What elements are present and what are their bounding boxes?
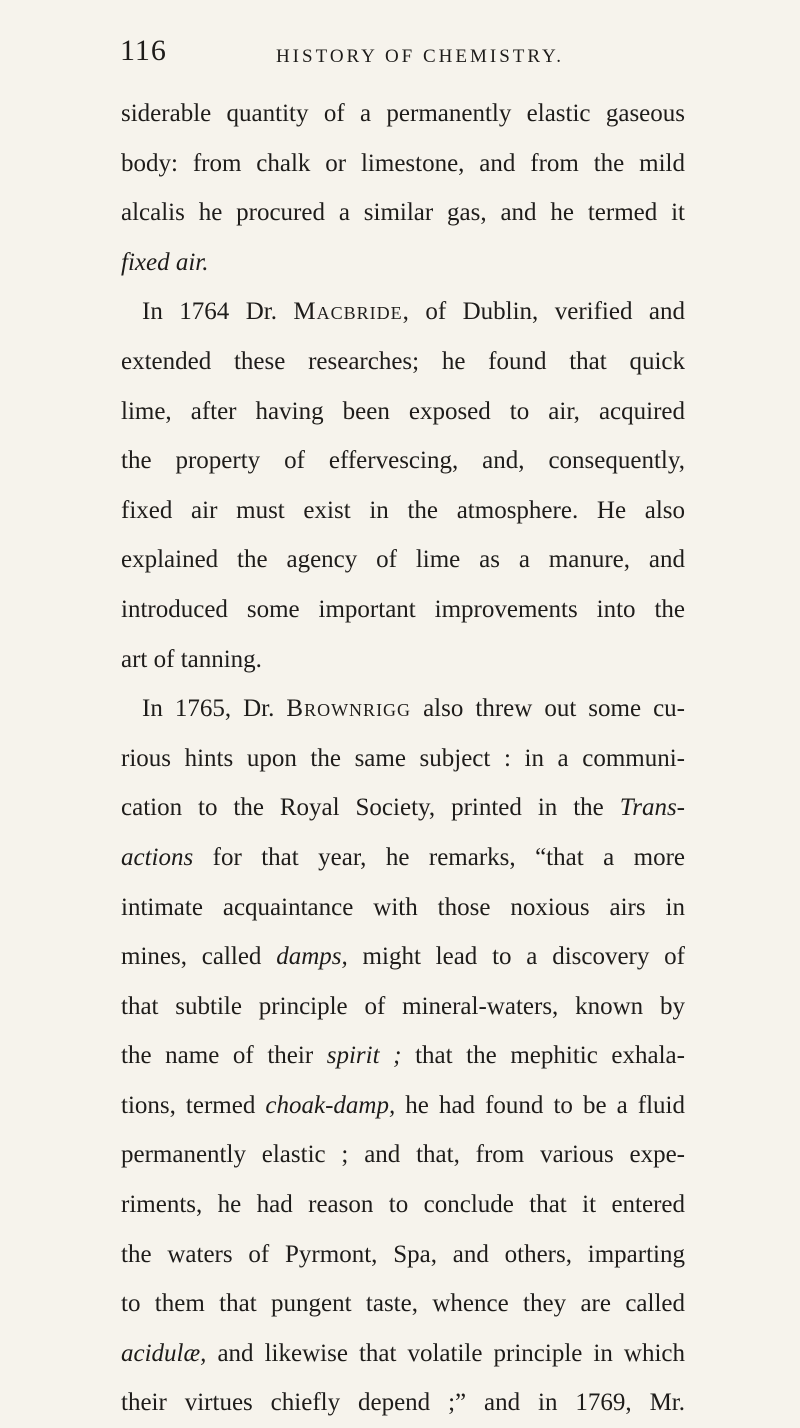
italic-term: damps, (276, 943, 348, 971)
text-line: rious hints upon the same subject : in a communi- (121, 744, 685, 772)
italic-term: acidulæ, (121, 1339, 207, 1367)
text-span: he had found to be a fluid (395, 1091, 686, 1119)
text-line: intimate acquaintance with those noxious airs in (121, 893, 685, 921)
text-line (121, 238, 685, 288)
text-line (121, 833, 685, 883)
page-number: 116 (120, 34, 167, 67)
text-line (121, 1329, 685, 1379)
text-line: the property of effervescing, and, consequently, (121, 447, 685, 475)
text-line: lime, after having been exposed to air, acquired (121, 397, 685, 425)
text-span: for that year, he remarks, “that a more (193, 843, 685, 871)
text-span: In 1765, Dr. (142, 695, 287, 723)
text-line: to them that pungent taste, whence they are called (121, 1290, 685, 1318)
text-line: the waters of Pyrmont, Spa, and others, imparting (121, 1240, 685, 1268)
text-line: that subtile principle of mineral-waters, known by (121, 992, 685, 1020)
text-line (121, 684, 685, 734)
text-span: In 1764 Dr. (142, 298, 294, 326)
text-span: the name of their (121, 1042, 327, 1070)
person-name: Brownrigg (286, 695, 412, 723)
text-line: introduced some important improvements into the (121, 595, 685, 623)
page-header (120, 34, 680, 74)
text-line: siderable quantity of a permanently elastic gaseous (121, 100, 685, 127)
text-line: alcalis he procured a similar gas, and he termed it (121, 199, 685, 227)
text-line: body: from chalk or limestone, and from the mild (121, 149, 685, 177)
italic-term: actions (121, 843, 194, 871)
running-head: HISTORY OF CHEMISTRY. (275, 46, 565, 67)
text-span: , of Dublin, verified and (402, 298, 686, 326)
person-name: Macbride (293, 298, 403, 326)
text-line: art of tanning. (121, 645, 262, 673)
text-line: permanently elastic ; and that, from various expe- (121, 1141, 685, 1169)
italic-term: spirit ; (326, 1042, 402, 1070)
text-span: cation to the Royal Society, printed in the (121, 794, 620, 822)
text-line (121, 1031, 685, 1081)
italic-term: fixed air. (121, 248, 209, 276)
text-line: their virtues chiefly depend ;” and in 1769, Mr. (121, 1389, 685, 1417)
text-span: also threw out some cu- (411, 695, 685, 723)
text-span: mines, called (121, 943, 277, 971)
text-line: riments, he had reason to conclude that it entered (121, 1191, 685, 1219)
italic-term: Trans- (619, 794, 685, 822)
text-span: might lead to a discovery of (347, 943, 685, 971)
text-line (121, 932, 685, 982)
text-span: tions, termed (121, 1091, 266, 1119)
text-line: extended these researches; he found that quick (121, 347, 685, 375)
italic-term: choak-damp, (265, 1091, 396, 1119)
text-span: and likewise that volatile principle in which (206, 1339, 685, 1367)
text-line (121, 287, 685, 337)
text-span: that the mephitic exhala- (401, 1042, 685, 1070)
text-line (121, 1081, 685, 1131)
text-line (121, 783, 685, 833)
text-line: fixed air must exist in the atmosphere. He also (121, 496, 685, 524)
text-line: explained the agency of lime as a manure, and (121, 546, 685, 574)
body-text (121, 89, 685, 1428)
